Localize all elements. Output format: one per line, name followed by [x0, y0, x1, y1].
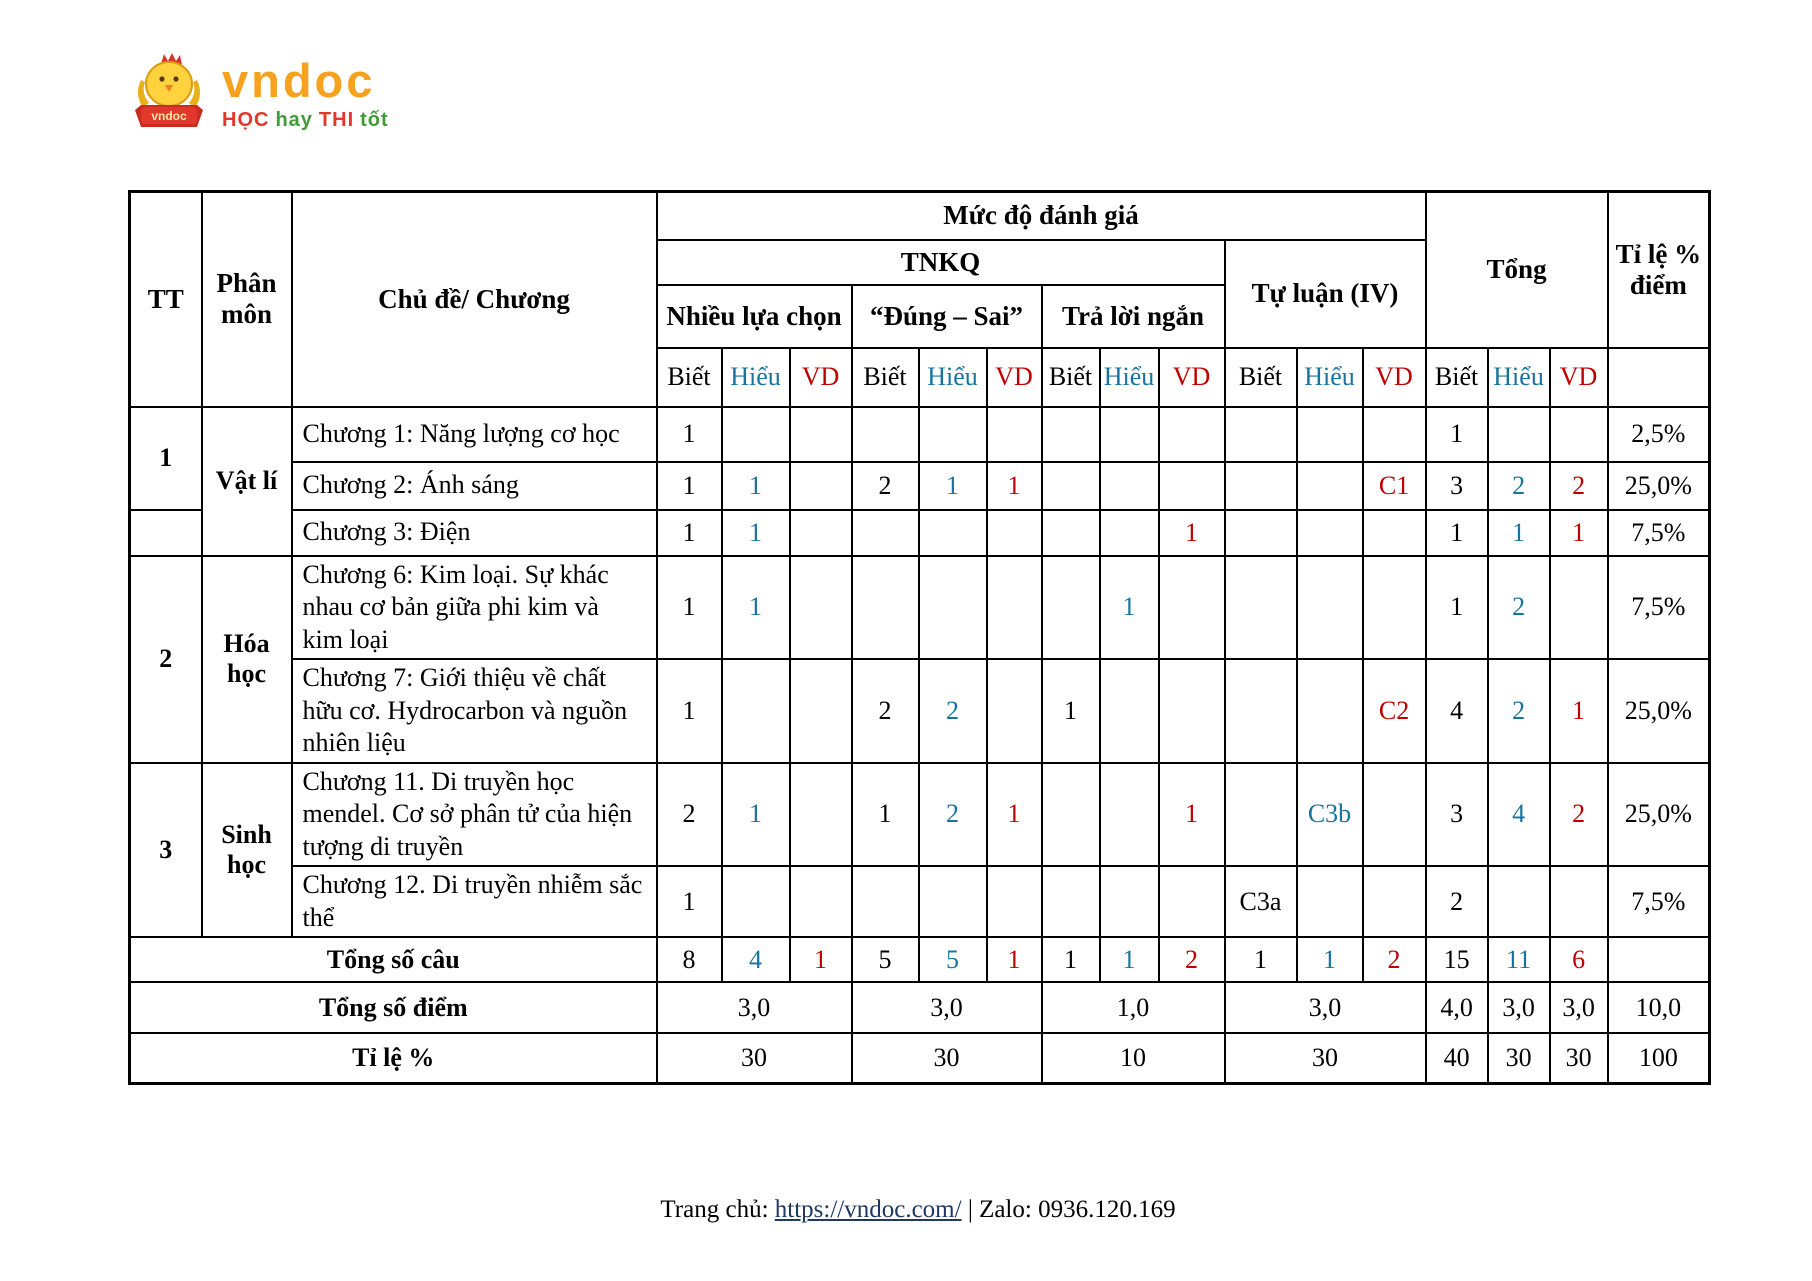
level-header-hieu: Hiểu	[1488, 348, 1550, 407]
total-points-row	[130, 982, 1710, 1033]
count-cell	[1042, 462, 1100, 510]
count-cell: 2	[1159, 937, 1225, 982]
count-cell	[919, 407, 987, 462]
percent-group-cell: 30	[657, 1033, 852, 1083]
vndoc-logo	[128, 48, 395, 138]
percent-cell: 7,5%	[1608, 510, 1710, 556]
count-cell	[1100, 659, 1159, 763]
footer-prefix: Trang chủ:	[660, 1196, 775, 1223]
count-cell: 1	[1426, 556, 1488, 660]
chapter-cell: Chương 11. Di truyền học mendel. Cơ sở phân tử của hiện tượng di truyền	[292, 763, 657, 867]
footer-suffix: | Zalo: 0936.120.169	[961, 1196, 1176, 1223]
percent-group-cell: 30	[1225, 1033, 1426, 1083]
table-row-chuong-2	[130, 462, 1710, 510]
level-header-vd: VD	[1550, 348, 1608, 407]
count-cell: 6	[1550, 937, 1608, 982]
count-cell	[722, 659, 790, 763]
count-cell: 1	[722, 556, 790, 660]
header-row-1	[130, 192, 1710, 240]
count-cell: 1	[1042, 937, 1100, 982]
count-cell	[790, 407, 852, 462]
level-header-hieu: Hiểu	[1297, 348, 1363, 407]
count-cell	[1363, 510, 1426, 556]
count-cell	[1042, 556, 1100, 660]
level-header-biet: Biết	[1042, 348, 1100, 407]
count-cell: 1	[722, 462, 790, 510]
tagline-word: tốt	[360, 108, 389, 131]
percent-cell-empty	[1608, 937, 1710, 982]
percent-cell: 7,5%	[1608, 556, 1710, 660]
level-header-biet: Biết	[1426, 348, 1488, 407]
count-cell: 1	[1550, 510, 1608, 556]
count-cell: 1	[1426, 510, 1488, 556]
header-chu-de: Chủ đề/ Chương	[292, 192, 657, 407]
points-group-cell: 3,0	[657, 982, 852, 1033]
count-cell	[1042, 510, 1100, 556]
total-questions-row	[130, 937, 1710, 982]
count-cell: 2	[1426, 866, 1488, 937]
count-cell: 2	[919, 659, 987, 763]
count-cell	[1297, 407, 1363, 462]
brand-name: vndoc	[222, 53, 376, 107]
table-row-chuong-1	[130, 407, 1710, 462]
count-cell	[1225, 407, 1297, 462]
chapter-cell: Chương 3: Điện	[292, 510, 657, 556]
count-cell: 1	[722, 763, 790, 867]
count-cell	[1225, 462, 1297, 510]
count-cell	[852, 510, 919, 556]
percent-cell: 25,0%	[1608, 659, 1710, 763]
count-cell: 1	[722, 510, 790, 556]
chapter-cell: Chương 7: Giới thiệu về chất hữu cơ. Hydrocarbon và nguồn nhiên liệu	[292, 659, 657, 763]
count-cell: 2	[1550, 763, 1608, 867]
percent-cell: 2,5%	[1608, 407, 1710, 462]
count-cell	[1159, 407, 1225, 462]
header-tong: Tổng	[1426, 192, 1608, 348]
percent-group-cell: 30	[852, 1033, 1042, 1083]
percent-group-cell: 10	[1042, 1033, 1225, 1083]
count-cell	[1159, 556, 1225, 660]
count-cell	[1100, 407, 1159, 462]
count-cell: 1	[657, 462, 722, 510]
count-cell: 2	[1488, 659, 1550, 763]
count-cell: 1	[1100, 556, 1159, 660]
count-cell	[987, 866, 1042, 937]
count-cell	[1488, 866, 1550, 937]
percent-tong-cell: 30	[1488, 1033, 1550, 1083]
table-row-chuong-7	[130, 659, 1710, 763]
header-phan-mon: Phân môn	[202, 192, 292, 407]
vndoc-mascot-icon	[128, 48, 210, 138]
percent-tong-cell: 30	[1550, 1033, 1608, 1083]
count-cell	[1488, 407, 1550, 462]
count-cell	[1042, 866, 1100, 937]
header-ti-le: Tỉ lệ % điểm	[1608, 192, 1710, 348]
count-cell	[987, 556, 1042, 660]
points-tong-cell: 4,0	[1426, 982, 1488, 1033]
count-cell: 4	[722, 937, 790, 982]
count-cell	[852, 407, 919, 462]
subject-cell: Hóa học	[202, 556, 292, 763]
count-cell: 2	[919, 763, 987, 867]
count-cell: 1	[852, 763, 919, 867]
header-tra-loi-ngan: Trả lời ngắn	[1042, 285, 1225, 348]
ti-le-subheader-empty	[1608, 348, 1710, 407]
count-cell: 2	[1488, 556, 1550, 660]
section-number-empty-cell	[130, 510, 202, 556]
header-tt: TT	[130, 192, 202, 407]
level-header-hieu: Hiểu	[722, 348, 790, 407]
chapter-cell: Chương 6: Kim loại. Sự khác nhau cơ bản giữa phi kim và kim loại	[292, 556, 657, 660]
count-cell: C2	[1363, 659, 1426, 763]
homepage-link[interactable]: https://vndoc.com/	[774, 1196, 962, 1223]
count-cell	[987, 510, 1042, 556]
count-cell: C3a	[1225, 866, 1297, 937]
chapter-cell: Chương 12. Di truyền nhiễm sắc thể	[292, 866, 657, 937]
count-cell	[987, 407, 1042, 462]
brand-tagline	[222, 110, 395, 130]
count-cell	[722, 866, 790, 937]
count-cell	[1297, 866, 1363, 937]
level-header-vd: VD	[790, 348, 852, 407]
total-questions-label: Tổng số câu	[130, 937, 657, 982]
count-cell	[852, 556, 919, 660]
count-cell: 8	[657, 937, 722, 982]
count-cell: 1	[1159, 510, 1225, 556]
count-cell: 2	[852, 659, 919, 763]
count-cell: 1	[657, 407, 722, 462]
header-tu-luan: Tự luận (IV)	[1225, 240, 1426, 348]
count-cell: 4	[1488, 763, 1550, 867]
page-footer	[128, 1196, 1708, 1224]
tagline-word: hay	[275, 108, 313, 131]
count-cell	[1363, 763, 1426, 867]
count-cell: 1	[1297, 937, 1363, 982]
subject-cell: Sinh học	[202, 763, 292, 938]
count-cell: 2	[852, 462, 919, 510]
tagline-word: THI	[318, 108, 355, 131]
count-cell: 1	[1550, 659, 1608, 763]
count-cell: 2	[1488, 462, 1550, 510]
count-cell: 1	[657, 866, 722, 937]
header-nlc: Nhiều lựa chọn	[657, 285, 852, 348]
count-cell: 2	[1363, 937, 1426, 982]
count-cell	[1297, 462, 1363, 510]
count-cell	[790, 763, 852, 867]
table-row-chuong-3	[130, 510, 1710, 556]
count-cell	[1159, 659, 1225, 763]
test-matrix-table	[128, 190, 1711, 1085]
count-cell	[1100, 866, 1159, 937]
logo-text-block	[222, 53, 395, 131]
level-header-hieu: Hiểu	[919, 348, 987, 407]
count-cell: 1	[657, 659, 722, 763]
count-cell: 2	[657, 763, 722, 867]
level-header-vd: VD	[1159, 348, 1225, 407]
count-cell: 1	[790, 937, 852, 982]
count-cell: 3	[1426, 763, 1488, 867]
points-total-cell: 10,0	[1608, 982, 1710, 1033]
count-cell	[1363, 556, 1426, 660]
count-cell	[1225, 556, 1297, 660]
level-header-hieu: Hiểu	[1100, 348, 1159, 407]
points-tong-cell: 3,0	[1550, 982, 1608, 1033]
count-cell	[1042, 763, 1100, 867]
count-cell: C1	[1363, 462, 1426, 510]
count-cell	[722, 407, 790, 462]
subject-cell: Vật lí	[202, 407, 292, 556]
count-cell: C3b	[1297, 763, 1363, 867]
header-tnkq: TNKQ	[657, 240, 1225, 285]
count-cell	[1297, 556, 1363, 660]
count-cell	[790, 510, 852, 556]
count-cell	[1100, 462, 1159, 510]
percent-tong-cell: 40	[1426, 1033, 1488, 1083]
count-cell: 1	[1100, 937, 1159, 982]
count-cell	[1042, 407, 1100, 462]
count-cell	[1297, 510, 1363, 556]
table-row-chuong-6	[130, 556, 1710, 660]
count-cell: 1	[1159, 763, 1225, 867]
count-cell: 4	[1426, 659, 1488, 763]
count-cell	[1363, 866, 1426, 937]
percent-cell: 25,0%	[1608, 763, 1710, 867]
section-number-cell: 1	[130, 407, 202, 510]
level-header-biet: Biết	[852, 348, 919, 407]
count-cell	[1159, 462, 1225, 510]
count-cell: 3	[1426, 462, 1488, 510]
count-cell	[1225, 763, 1297, 867]
count-cell	[919, 556, 987, 660]
level-header-vd: VD	[987, 348, 1042, 407]
count-cell	[1225, 659, 1297, 763]
count-cell: 1	[1042, 659, 1100, 763]
count-cell	[1225, 510, 1297, 556]
count-cell	[790, 866, 852, 937]
chapter-cell: Chương 1: Năng lượng cơ học	[292, 407, 657, 462]
count-cell	[1100, 510, 1159, 556]
count-cell	[1363, 407, 1426, 462]
count-cell: 1	[987, 462, 1042, 510]
count-cell	[790, 659, 852, 763]
points-group-cell: 1,0	[1042, 982, 1225, 1033]
count-cell: 1	[657, 556, 722, 660]
count-cell: 1	[987, 763, 1042, 867]
count-cell: 1	[657, 510, 722, 556]
count-cell: 1	[987, 937, 1042, 982]
count-cell: 1	[1488, 510, 1550, 556]
count-cell	[1159, 866, 1225, 937]
percent-row-label: Tỉ lệ %	[130, 1033, 657, 1083]
percent-total-cell: 100	[1608, 1033, 1710, 1083]
points-group-cell: 3,0	[1225, 982, 1426, 1033]
count-cell: 5	[919, 937, 987, 982]
header-muc-do: Mức độ đánh giá	[657, 192, 1426, 240]
count-cell	[919, 866, 987, 937]
count-cell	[852, 866, 919, 937]
count-cell: 5	[852, 937, 919, 982]
tagline-word: HỌC	[222, 108, 270, 131]
count-cell	[919, 510, 987, 556]
total-points-label: Tổng số điểm	[130, 982, 657, 1033]
chapter-cell: Chương 2: Ánh sáng	[292, 462, 657, 510]
points-group-cell: 3,0	[852, 982, 1042, 1033]
percent-cell: 7,5%	[1608, 866, 1710, 937]
count-cell	[987, 659, 1042, 763]
percent-cell: 25,0%	[1608, 462, 1710, 510]
level-header-biet: Biết	[657, 348, 722, 407]
count-cell: 11	[1488, 937, 1550, 982]
percent-total-row	[130, 1033, 1710, 1083]
svg-text:vndoc: vndoc	[151, 109, 187, 123]
table-row-chuong-11	[130, 763, 1710, 867]
level-header-biet: Biết	[1225, 348, 1297, 407]
level-header-vd: VD	[1363, 348, 1426, 407]
count-cell: 1	[919, 462, 987, 510]
count-cell	[1550, 407, 1608, 462]
count-cell	[790, 556, 852, 660]
count-cell: 1	[1225, 937, 1297, 982]
header-dung-sai: “Đúng – Sai”	[852, 285, 1042, 348]
count-cell	[1297, 659, 1363, 763]
count-cell	[1550, 556, 1608, 660]
count-cell: 2	[1550, 462, 1608, 510]
table-row-chuong-12	[130, 866, 1710, 937]
points-tong-cell: 3,0	[1488, 982, 1550, 1033]
section-number-cell: 2	[130, 556, 202, 763]
count-cell	[1100, 763, 1159, 867]
count-cell: 15	[1426, 937, 1488, 982]
section-number-cell: 3	[130, 763, 202, 938]
count-cell	[1550, 866, 1608, 937]
count-cell	[790, 462, 852, 510]
count-cell: 1	[1426, 407, 1488, 462]
